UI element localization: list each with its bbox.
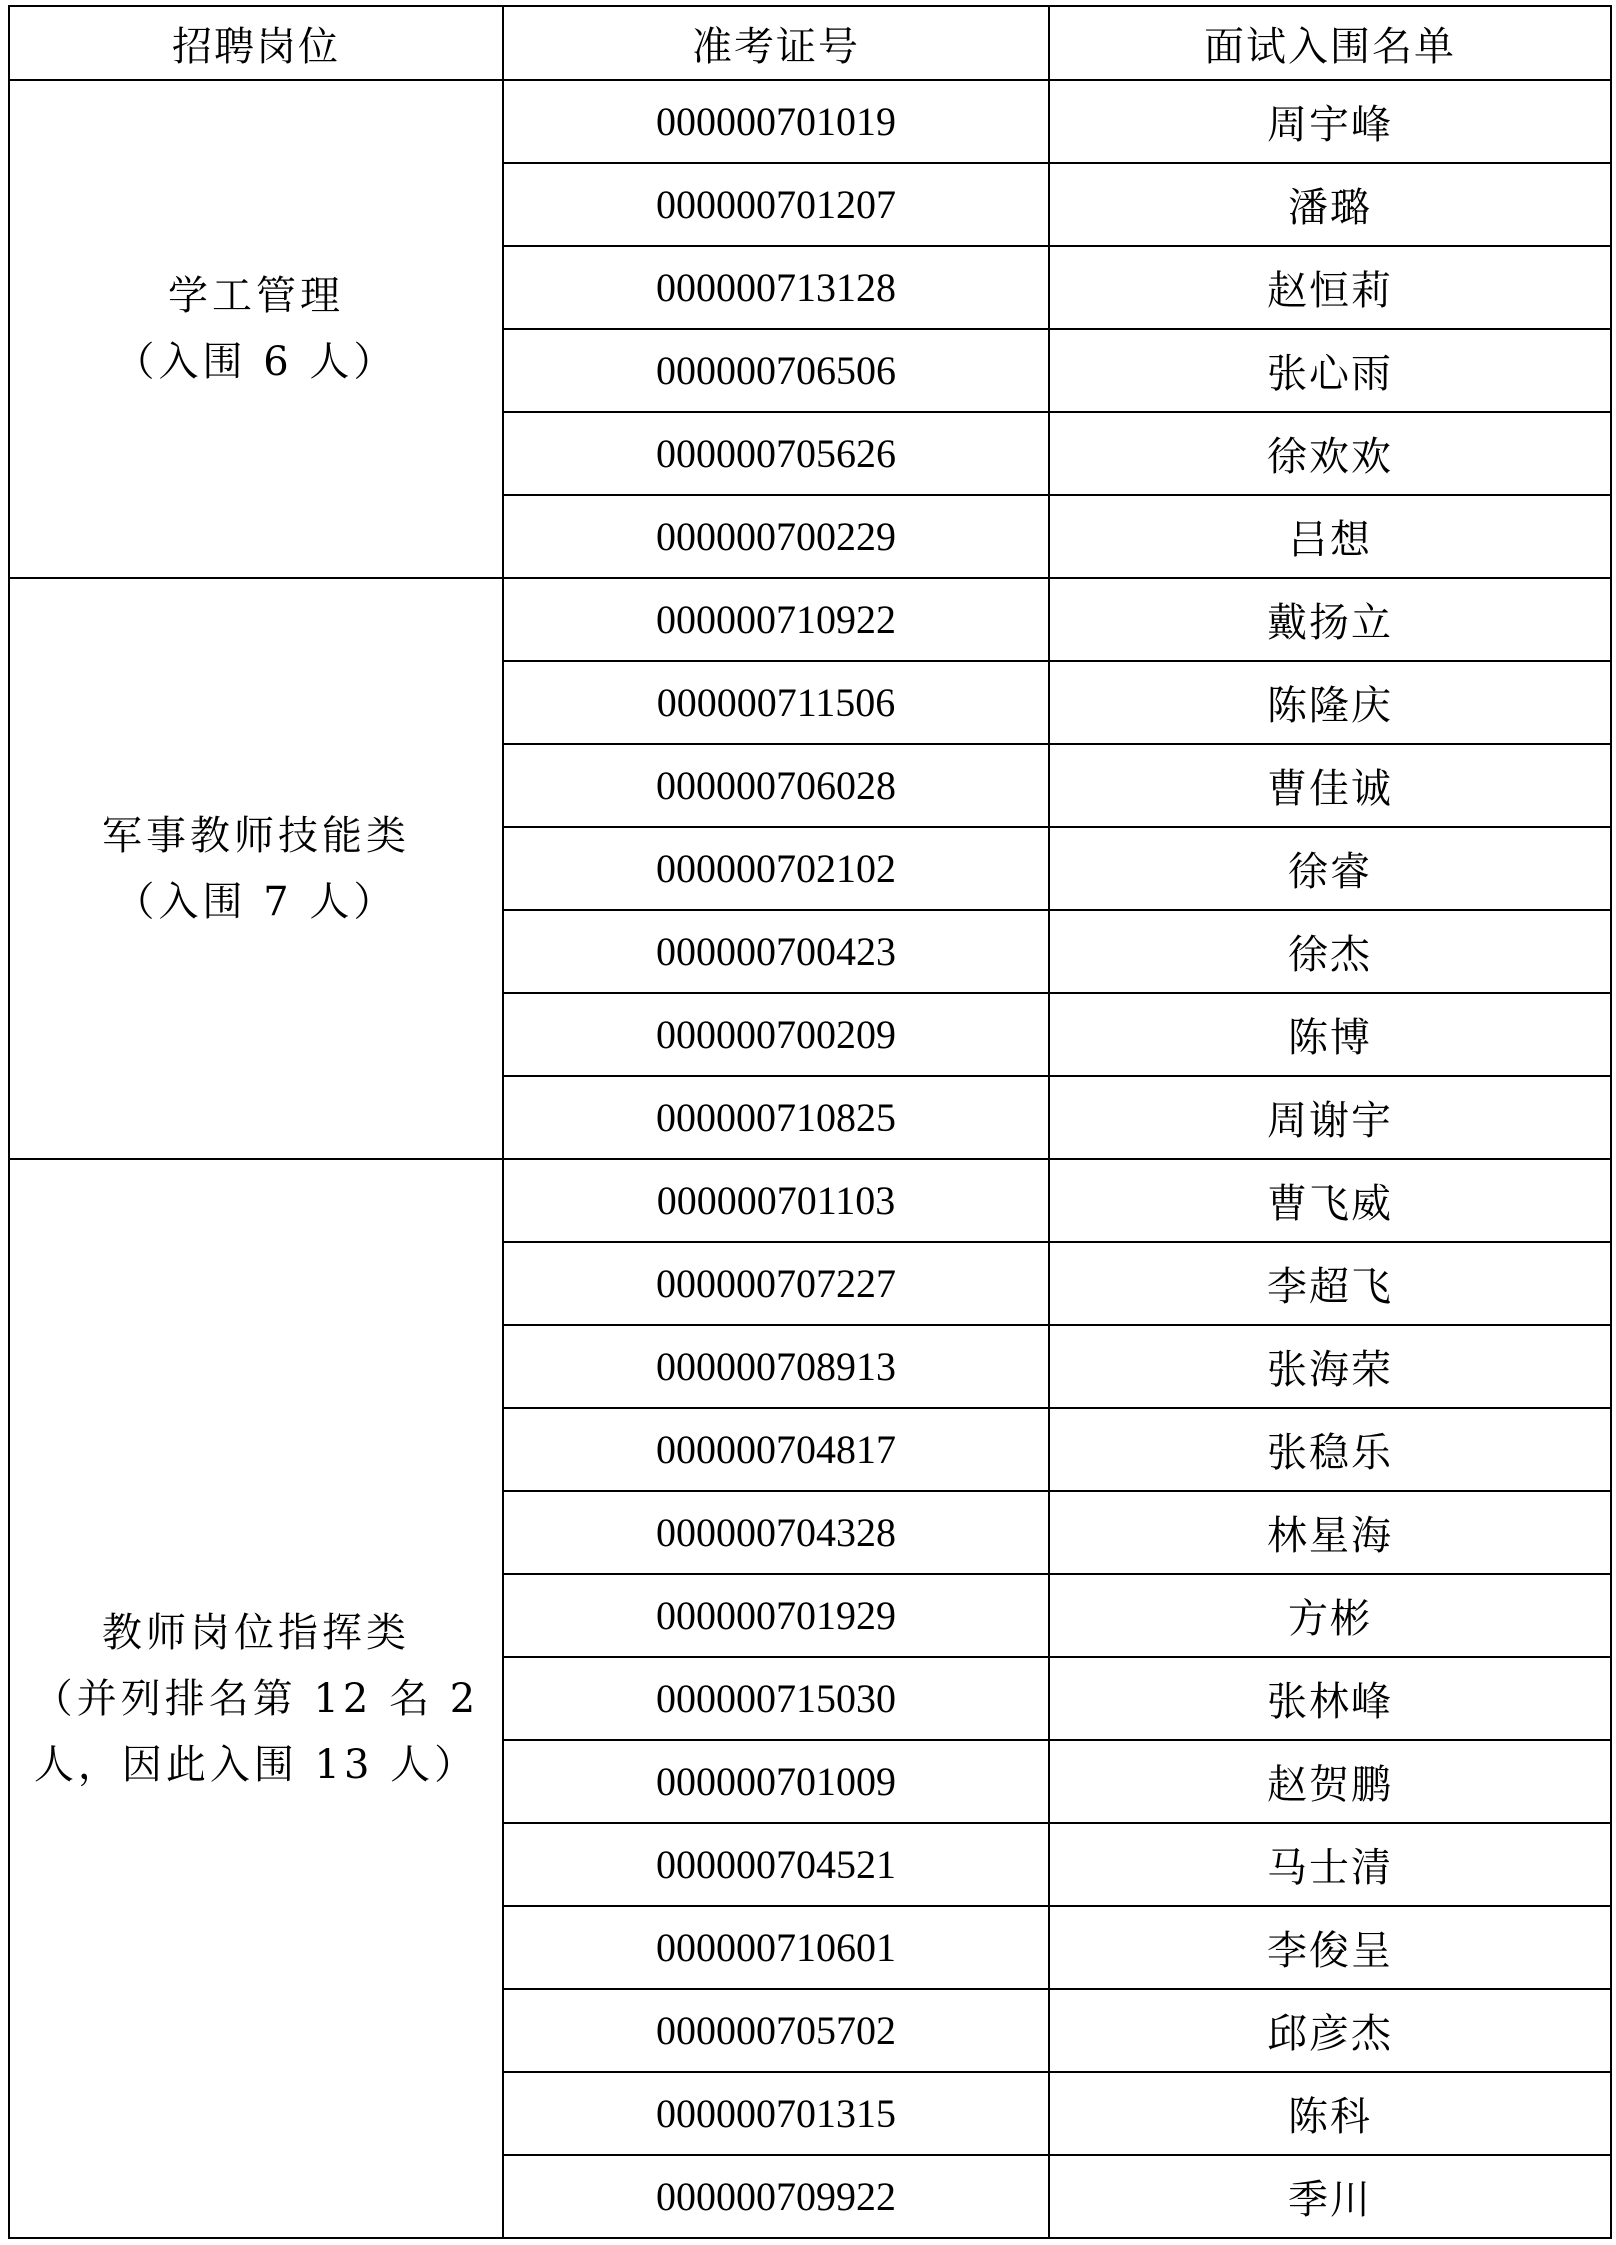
position-line: 人，因此入围 13 人）	[33, 1741, 479, 1788]
exam-number-cell: 000000701019	[503, 80, 1049, 163]
exam-number-cell: 000000707227	[503, 1242, 1049, 1325]
candidate-name-cell: 张心雨	[1049, 329, 1611, 412]
position-cell	[9, 1159, 503, 2238]
exam-number-cell: 000000704328	[503, 1491, 1049, 1574]
candidate-name-cell: 陈科	[1049, 2072, 1611, 2155]
candidate-name-cell: 吕想	[1049, 495, 1611, 578]
exam-number-cell: 000000704521	[503, 1823, 1049, 1906]
table-row	[9, 578, 1611, 661]
candidate-name-cell: 赵恒莉	[1049, 246, 1611, 329]
table-body	[9, 80, 1611, 2238]
exam-number-cell: 000000706506	[503, 329, 1049, 412]
exam-number-cell: 000000702102	[503, 827, 1049, 910]
exam-number-cell: 000000706028	[503, 744, 1049, 827]
exam-number-cell: 000000700229	[503, 495, 1049, 578]
exam-number-cell: 000000701929	[503, 1574, 1049, 1657]
position-line: （入围 7 人）	[114, 878, 398, 925]
exam-number-cell: 000000701207	[503, 163, 1049, 246]
exam-number-cell: 000000711506	[503, 661, 1049, 744]
exam-number-cell: 000000704817	[503, 1408, 1049, 1491]
candidate-name-cell: 曹佳诚	[1049, 744, 1611, 827]
exam-number-cell: 000000701009	[503, 1740, 1049, 1823]
exam-number-cell: 000000713128	[503, 246, 1049, 329]
table-row	[9, 1159, 1611, 1242]
candidate-name-cell: 周宇峰	[1049, 80, 1611, 163]
header-row	[9, 6, 1611, 80]
exam-number-cell: 000000705626	[503, 412, 1049, 495]
exam-number-cell: 000000700209	[503, 993, 1049, 1076]
position-line: 军事教师技能类	[102, 812, 410, 859]
position-line: （入围 6 人）	[114, 339, 398, 385]
exam-number-cell: 000000710601	[503, 1906, 1049, 1989]
position-line: （并列排名第 12 名 2	[32, 1675, 480, 1722]
exam-number-cell: 000000700423	[503, 910, 1049, 993]
exam-number-cell: 000000715030	[503, 1657, 1049, 1740]
exam-number-cell: 000000709922	[503, 2155, 1049, 2238]
candidate-name-cell: 李俊呈	[1049, 1906, 1611, 1989]
candidate-name-cell: 戴扬立	[1049, 578, 1611, 661]
candidate-name-cell: 季川	[1049, 2155, 1611, 2238]
candidate-name-cell: 徐杰	[1049, 910, 1611, 993]
candidate-name-cell: 潘璐	[1049, 163, 1611, 246]
candidate-name-cell: 张稳乐	[1049, 1408, 1611, 1491]
candidate-name-cell: 方彬	[1049, 1574, 1611, 1657]
candidate-name-cell: 张海荣	[1049, 1325, 1611, 1408]
position-line: 教师岗位指挥类	[102, 1609, 410, 1656]
candidate-name-cell: 赵贺鹏	[1049, 1740, 1611, 1823]
candidate-name-cell: 马士清	[1049, 1823, 1611, 1906]
candidate-name-cell: 徐欢欢	[1049, 412, 1611, 495]
candidate-name-cell: 周谢宇	[1049, 1076, 1611, 1159]
exam-number-cell: 000000708913	[503, 1325, 1049, 1408]
exam-number-cell: 000000701315	[503, 2072, 1049, 2155]
exam-number-cell: 000000701103	[503, 1159, 1049, 1242]
header-exam-number: 准考证号	[503, 6, 1049, 80]
header-position: 招聘岗位	[9, 6, 503, 80]
candidate-name-cell: 曹飞威	[1049, 1159, 1611, 1242]
candidate-name-cell: 李超飞	[1049, 1242, 1611, 1325]
position-cell	[9, 578, 503, 1159]
candidate-name-cell: 林星海	[1049, 1491, 1611, 1574]
candidate-name-cell: 陈博	[1049, 993, 1611, 1076]
candidate-name-cell: 张林峰	[1049, 1657, 1611, 1740]
exam-number-cell: 000000705702	[503, 1989, 1049, 2072]
candidate-name-cell: 徐睿	[1049, 827, 1611, 910]
exam-number-cell: 000000710825	[503, 1076, 1049, 1159]
candidate-name-cell: 邱彦杰	[1049, 1989, 1611, 2072]
table-row	[9, 80, 1611, 163]
exam-number-cell: 000000710922	[503, 578, 1049, 661]
candidate-name-cell: 陈隆庆	[1049, 661, 1611, 744]
position-cell	[9, 80, 503, 578]
position-line: 学工管理	[168, 273, 344, 319]
interview-shortlist-table	[8, 5, 1612, 2239]
header-shortlist-name: 面试入围名单	[1049, 6, 1611, 80]
